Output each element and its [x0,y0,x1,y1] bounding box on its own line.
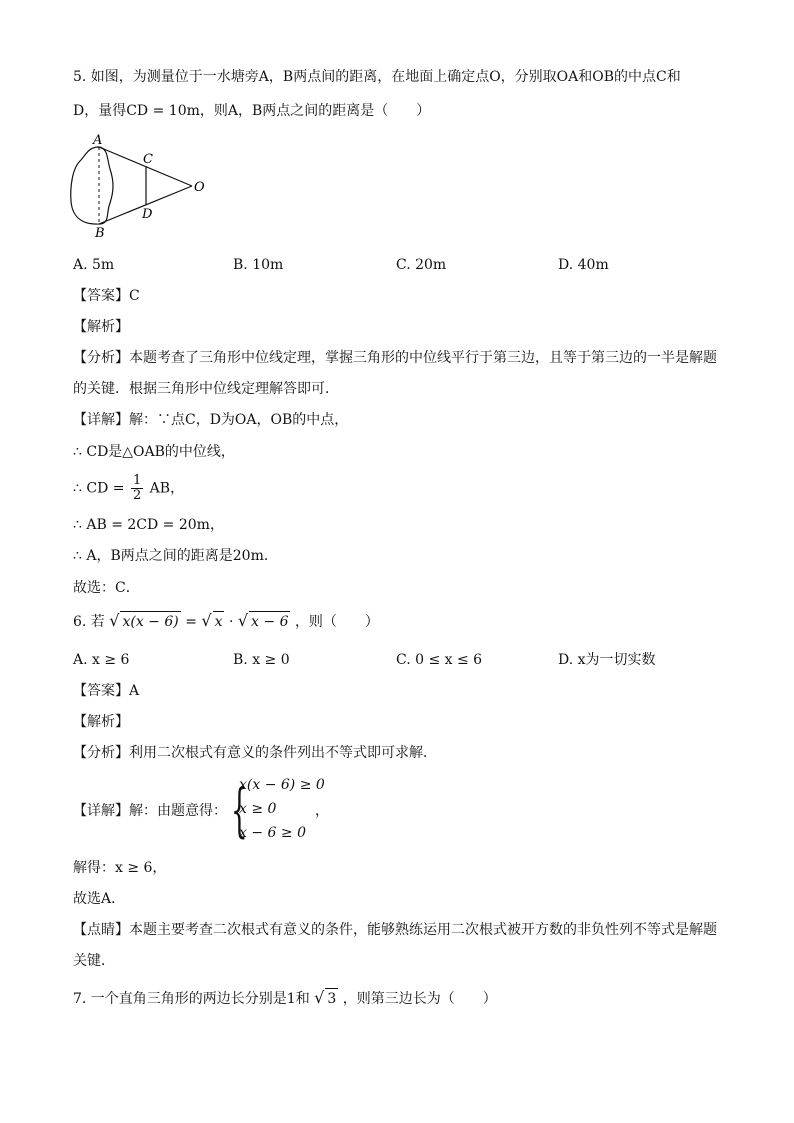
q5-answer: 【答案】C [73,288,140,304]
q6-solve: 解得：x ≥ 6， [73,860,167,876]
q6-system-row-2: x ≥ 0 [239,801,277,817]
q6-option-a: A. x ≥ 6 [73,652,130,668]
fraction-numerator: 1 [132,473,142,488]
q6-option-c: C. 0 ≤ x ≤ 6 [396,652,483,668]
q6-option-b: B. x ≥ 0 [233,652,290,668]
q7-stem-pre: 7. 一个直角三角形的两边长分别是1和 [73,991,310,1007]
q6-radicand-1: x(x − 6) [120,611,180,632]
q6-inequality-system [231,775,351,845]
q5-detail-line4: ∴ AB = 2CD = 20m， [73,517,224,533]
q6-choose: 故选A． [73,891,126,907]
q6-stem-pre: 6. 若 [73,614,105,630]
q6-comment-line2: 关键． [73,953,115,969]
q5-detail-line1: 【详解】解：∵点C，D为OA，OB的中点， [73,412,349,428]
q6-stem-post: ，则（ ） [294,614,379,630]
sqrt-sign-icon: √ [109,611,120,630]
q6-analysis: 【分析】利用二次根式有意义的条件列出不等式即可求解． [73,745,437,761]
q5-detail-line3-pre: ∴ CD = [73,480,125,497]
q5-analysis-line2: 的关键．根据三角形中位线定理解答即可． [73,381,339,397]
q7-stem [73,988,497,1009]
q6-system-row-1: x(x − 6) ≥ 0 [239,777,325,793]
q6-system-row-3: x − 6 ≥ 0 [239,825,306,841]
sqrt-sign-icon: √ [201,611,212,630]
q5-stem-line2: D，量得CD = 10m，则A，B两点之间的距离是（ ） [73,103,431,119]
fraction-one-half [131,474,143,503]
sqrt-sign-icon: √ [314,988,325,1007]
pond-outline [71,147,113,224]
q6-stem [73,611,379,632]
label-o: O [194,180,205,195]
q6-equals: = [185,614,202,630]
q5-choose: 故选：C． [73,580,140,596]
label-d: D [142,207,153,222]
q7-stem-post: ，则第三边长为（ ） [342,991,497,1007]
q6-radicand-3: x − 6 [249,611,290,632]
q5-figure [66,133,216,243]
sqrt-sign-icon: √ [237,611,249,630]
q5-detail-line3-post: AB， [149,480,185,497]
q5-analysis-line1: 【分析】本题考查了三角形中位线定理，掌握三角形的中位线平行于第三边，且等于第三边的一半是解题 [73,350,717,366]
q6-dot: · [228,614,238,630]
q5-option-a: A. 5m [73,257,115,273]
q5-stem-line1: 5. 如图，为测量位于一水塘旁A，B两点间的距离，在地面上确定点O，分别取OA和OB的中点C和 [73,69,681,85]
q7-radicand: 3 [325,988,338,1009]
q6-radicand-2: x [213,611,225,632]
q5-option-d: D. 40m [558,257,609,273]
q5-option-c: C. 20m [396,257,447,273]
q6-option-d: D. x为一切实数 [558,652,656,668]
q5-option-b: B. 10m [233,257,284,273]
label-a: A [93,133,103,148]
q5-detail-line5: ∴ A，B两点之间的距离是20m． [73,548,278,564]
q5-detail-line2: ∴ CD是△OAB的中位线， [73,444,235,460]
left-brace-icon: { [231,776,248,844]
q6-comment-line1: 【点睛】本题主要考查二次根式有意义的条件，能够熟练运用二次根式被开方数的非负性列不等式是解题 [73,922,717,938]
label-c: C [143,152,153,167]
q6-jiexi-heading: 【解析】 [73,714,129,730]
q6-answer: 【答案】A [73,683,140,699]
q6-system-post: ， [315,803,329,819]
label-b: B [95,226,105,241]
q5-jiexi-heading: 【解析】 [73,319,129,335]
q6-detail-pre: 【详解】解：由题意得： [73,803,227,819]
q5-detail-line3 [73,474,184,503]
fraction-denominator: 2 [132,488,142,503]
